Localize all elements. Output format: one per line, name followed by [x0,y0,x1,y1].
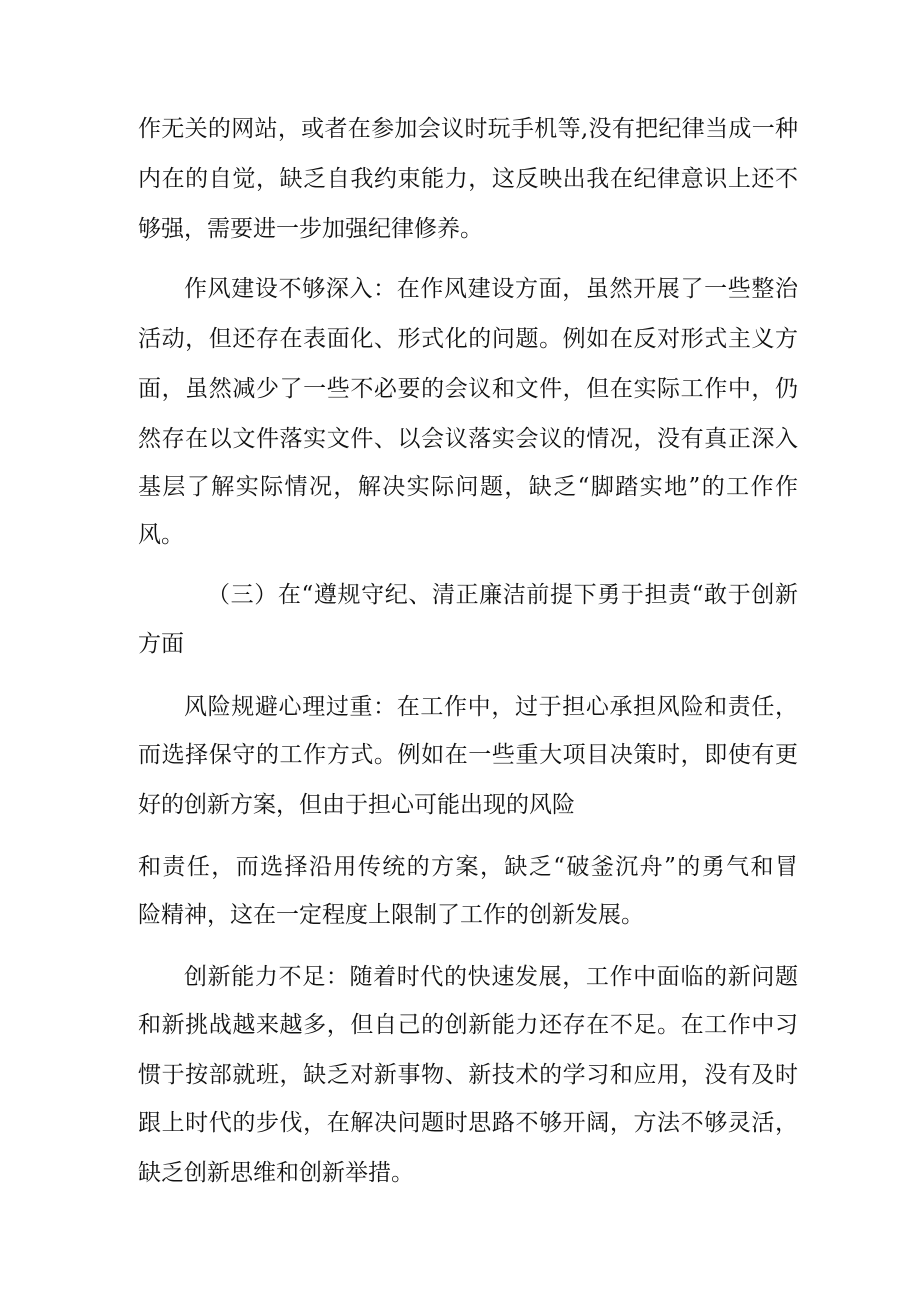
paragraph-5-line-5: 缺乏创新思维和创新举措。 [138,1160,414,1186]
paragraph-2-line-3: 面，虽然减少了一些不必要的会议和文件，但在实际工作中，仍 [138,376,798,402]
section-heading-line-1: （三）在“遵规守纪、清正廉洁前提下勇于担责“敢于创新 [207,582,798,608]
paragraph-1-line-1: 作无关的网站，或者在参加会议时玩手机等,没有把纪律当成一种 [138,116,798,142]
paragraph-3-line-2: 而选择保守的工作方式。例如在一些重大项目决策时，即使有更 [138,742,798,768]
paragraph-5-line-1: 创新能力不足：随着时代的快速发展，工作中面临的新问题 [184,964,798,990]
paragraph-2-line-6: 风。 [138,522,184,548]
paragraph-2-line-5: 基层了解实际情况，解决实际问题，缺乏“脚踏实地”的工作作 [138,474,798,500]
paragraph-3-line-3: 好的创新方案，但由于担心可能出现的风险 [138,792,575,818]
paragraph-2-line-1: 作风建设不够深入：在作风建设方面，虽然开展了一些整治 [184,276,798,302]
paragraph-5-line-2: 和新挑战越来越多，但自己的创新能力还存在不足。在工作中习 [138,1012,798,1038]
paragraph-2-line-2: 活动，但还存在表面化、形式化的问题。例如在反对形式主义方 [138,326,798,352]
paragraph-5-line-3: 惯于按部就班，缺乏对新事物、新技术的学习和应用，没有及时 [138,1062,798,1088]
paragraph-4-line-1: 和责任，而选择沿用传统的方案，缺乏“破釜沉舟”的勇气和冒 [138,854,798,880]
paragraph-1-line-2: 内在的自觉，缺乏自我约束能力，这反映出我在纪律意识上还不 [138,166,798,192]
paragraph-5-line-4: 跟上时代的步伐，在解决问题时思路不够开阔，方法不够灵活， [138,1110,798,1136]
paragraph-1-line-3: 够强，需要进一步加强纪律修养。 [138,216,483,242]
paragraph-3-line-1: 风险规避心理过重：在工作中，过于担心承担风险和责任， [184,694,798,720]
paragraph-2-line-4: 然存在以文件落实文件、以会议落实会议的情况，没有真正深入 [138,426,798,452]
section-heading-line-2: 方面 [138,631,184,657]
paragraph-4-line-2: 险精神，这在一定程度上限制了工作的创新发展。 [138,902,644,928]
